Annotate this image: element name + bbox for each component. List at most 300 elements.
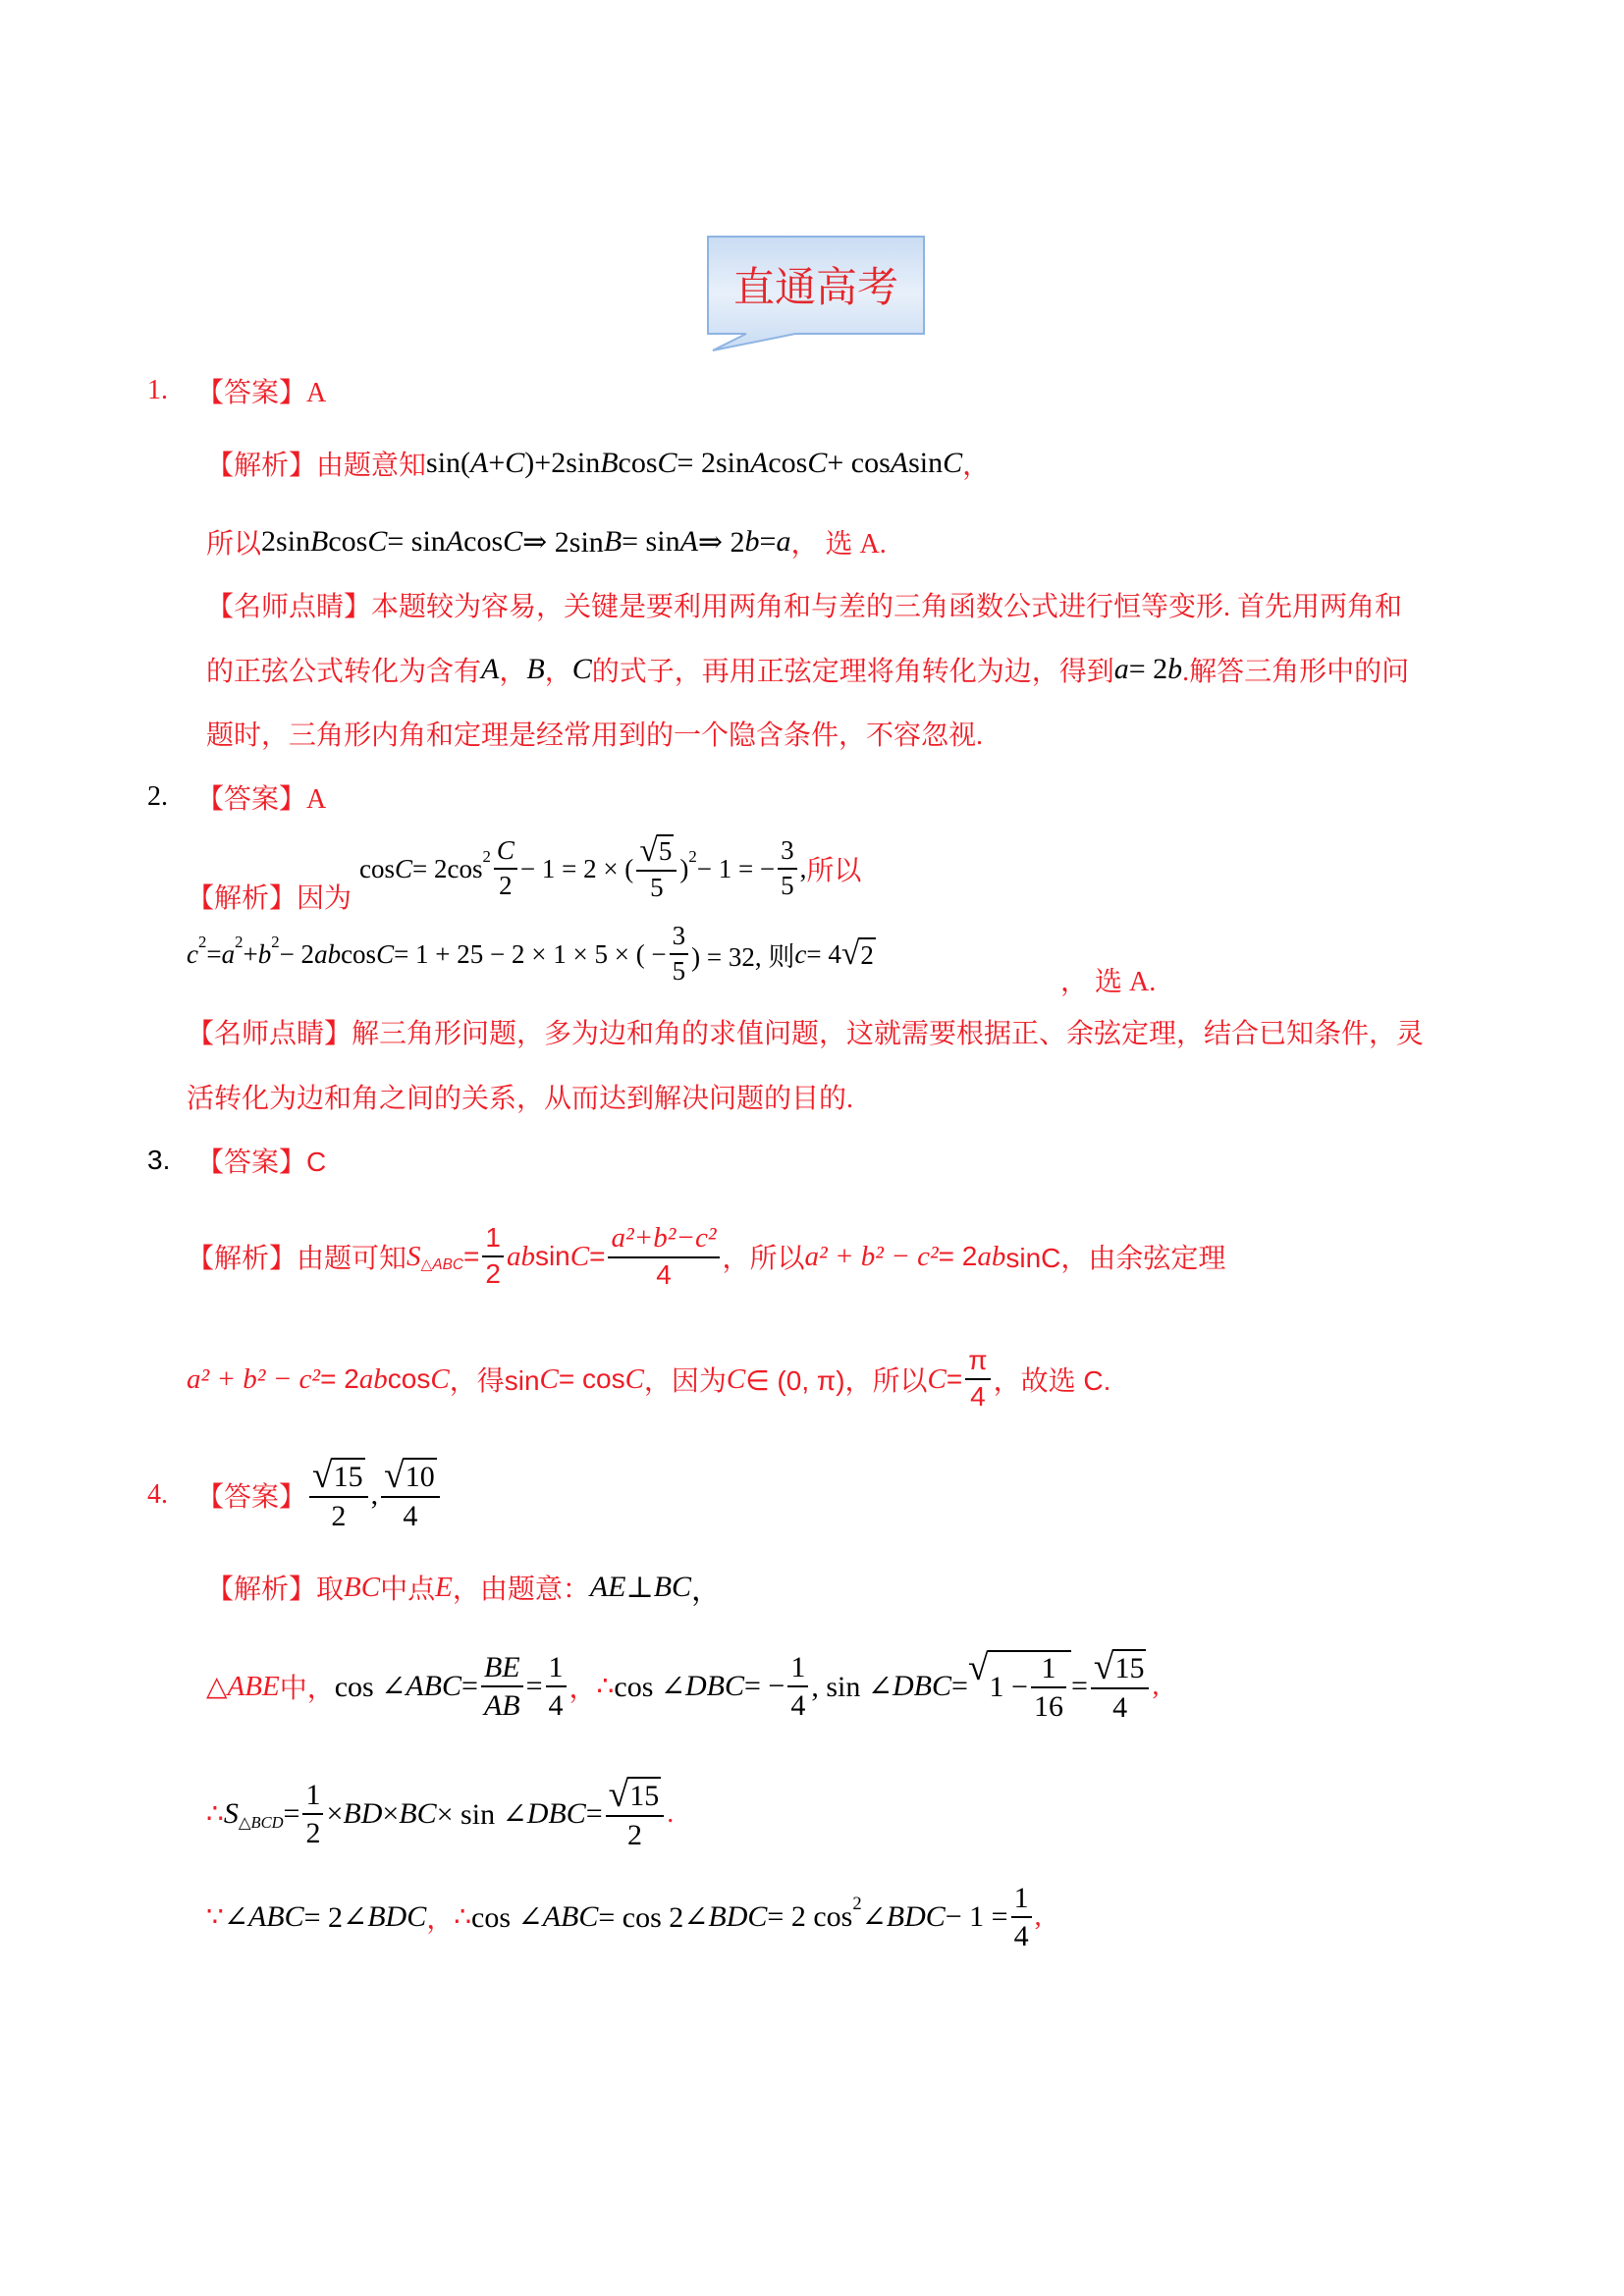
subscript: △ABC [420,1255,463,1273]
numerator [1011,1882,1032,1916]
text-segment: ∴ [206,1799,224,1830]
text-segment: ABC [542,1900,599,1933]
q1-step [206,520,887,563]
text-segment: 【答案】A [196,378,327,408]
radical-sign-icon: √ [639,832,658,870]
text-segment: C [657,447,677,479]
fraction [636,834,677,902]
fraction [309,1455,368,1533]
text-segment: C [367,525,388,558]
text-segment: 的正弦公式转化为含有 [206,657,482,687]
text-segment: cos [328,525,368,558]
numerator [494,836,517,868]
fraction [1091,1646,1150,1725]
text-segment: C [943,447,963,479]
text-segment: 所以 [206,529,262,560]
text-segment: + [243,938,258,969]
text-segment: sin [534,1241,570,1271]
numerator [481,1651,523,1685]
denominator [1110,1689,1130,1724]
text-segment: + cos [827,447,891,479]
text-segment: BDC [367,1900,427,1933]
q2-analysis-label [187,877,352,916]
numerator [546,1651,567,1685]
text-segment: − 1 = 2 × ( [519,853,634,883]
text-segment: , [1152,1671,1160,1701]
text-segment: ⇒ 2 [697,525,745,559]
text-segment: C [726,1362,746,1395]
section-title-callout [707,236,925,334]
text-segment: 4 [790,1689,806,1722]
q4-answer [147,1448,443,1542]
text-segment: B [526,653,545,685]
text-segment: 5 [658,836,673,867]
text-segment: 1 [790,1651,806,1683]
superscript: 2 [235,933,244,952]
text-segment: C [505,447,525,479]
text-segment: × [326,1797,344,1830]
text-segment: B [600,447,619,479]
text-segment: = [946,1363,963,1394]
text-segment: = [759,525,777,558]
square-root [968,1650,1071,1723]
text-segment: DBC [893,1670,952,1702]
denominator [496,870,515,901]
text-segment: 3. [147,1145,171,1175]
text-segment: cos ∠ [614,1670,686,1703]
text-segment: ABC [406,1670,462,1702]
text-segment: E [435,1571,453,1603]
text-segment: 10 [405,1461,435,1493]
text-segment: = [589,1241,606,1271]
superscript: 2 [482,847,491,867]
text-segment: = cos [558,1363,625,1394]
q2-tip-line-2 [187,1077,853,1116]
q1-tip-line-2 [206,650,1409,689]
text-segment: sin( [426,447,471,479]
text-segment: 【名师点睛】解三角形问题，多为边和角的求值问题，这就需要根据正、余弦定理，结合已知条件，灵 [187,1019,1425,1049]
superscript: 2 [688,847,697,867]
text-segment: A [445,525,464,558]
fraction [608,1223,719,1291]
denominator [624,1817,645,1851]
fraction [1031,1652,1066,1723]
text-segment: = 2 [320,1363,359,1394]
radicand [1112,1649,1146,1686]
radical-sign-icon: √ [312,1455,333,1496]
numerator [636,834,677,870]
denominator [328,1498,349,1532]
text-segment: A [749,447,769,479]
text-segment: a [221,938,236,969]
text-segment: C [571,653,592,685]
text-segment: 1. [147,375,168,405]
text-segment: − 2 [279,938,315,969]
q1-answer [147,371,326,410]
text-segment: 1 [548,1651,564,1683]
superscript: 2 [271,933,280,952]
text-segment: = 2 [938,1241,978,1271]
text-segment: π [968,1345,988,1376]
text-segment: A [470,447,489,479]
text-segment: sin [908,447,944,479]
text-segment: B [603,525,623,558]
text-segment: 中点 [380,1575,436,1605]
fraction [787,1651,808,1722]
text-segment: ， 选 A. [1060,967,1157,997]
text-segment: AE [589,1571,626,1603]
denominator [787,1687,808,1722]
text-segment: = sin [387,525,446,558]
text-segment: cos [618,447,658,479]
text-segment: = [463,1241,480,1271]
text-segment: ∵ [206,1902,224,1933]
text-segment: , [1034,1901,1042,1932]
text-segment: 1 [485,1222,501,1254]
text-segment: . [667,1798,675,1829]
q4-analysis [206,1568,721,1607]
radicand [657,834,675,868]
text-segment: ∴ [454,1902,472,1933]
text-segment: 【答案】 [196,1482,307,1513]
fraction [494,836,517,900]
fraction [482,1223,504,1290]
text-segment: 4. [147,1479,168,1510]
q2-c-formula [187,913,876,995]
text-segment: = 2 cos [767,1900,853,1933]
text-segment: DBC [685,1670,745,1702]
denominator [546,1687,567,1722]
text-segment: cos [387,1363,431,1394]
text-segment: 15 [333,1461,363,1493]
numerator [381,1455,440,1497]
text-segment: ， [544,657,572,687]
numerator [606,1774,665,1816]
text-segment: ∠ [861,1900,887,1934]
text-segment: ，故选 C. [993,1365,1111,1396]
text-segment: = [206,938,222,969]
fraction [778,836,797,900]
text-segment: = cos 2∠ [598,1900,709,1934]
fraction [670,922,689,986]
text-segment: C [807,447,828,479]
text-segment: C [395,853,413,883]
text-segment: AB [483,1689,520,1722]
numerator [670,922,689,953]
q2-answer [147,777,326,817]
text-segment: 1 [305,1779,321,1811]
text-segment: 4 [403,1500,418,1533]
text-segment: 2sin [261,525,311,558]
text-segment: ， [426,1904,455,1935]
text-segment: 2 [860,939,874,970]
text-segment: .解答三角形中的问 [1182,657,1410,687]
text-segment: 5 [650,873,664,903]
text-segment: 2 [626,1819,642,1852]
text-segment: sinC，由余弦定理 [1005,1243,1226,1273]
numerator [302,1779,323,1813]
square-root [384,1455,437,1496]
numerator [787,1651,808,1685]
fraction [1011,1882,1032,1952]
text-segment: A [890,447,909,479]
text-segment: S [223,1797,239,1830]
text-segment: DBC [526,1797,586,1830]
fraction [965,1346,990,1413]
text-segment: 3 [781,835,794,866]
numerator [778,836,797,868]
text-segment: 1 [1041,1652,1056,1684]
text-segment: 【解析】由题可知 [187,1243,407,1273]
text-segment: cos [768,447,808,479]
text-segment: BE [483,1651,520,1683]
q1-analysis [206,442,990,485]
text-segment: a [776,525,791,558]
text-segment: C [569,1240,590,1272]
text-segment: 4 [548,1689,564,1722]
text-segment: 16 [1033,1690,1063,1723]
radicand [988,1650,1071,1723]
fraction [546,1651,567,1722]
subscript: △BCD [238,1813,284,1833]
text-segment: cos [359,853,395,883]
text-segment: 所以 [806,856,862,886]
denominator [1031,1688,1066,1723]
q2-choice [1060,960,1156,999]
radical-sign-icon: √ [840,935,860,973]
square-root [639,834,674,868]
section-title: 直通高考 [732,263,898,311]
text-segment: 【名师点睛】本题较为容易，关键是要利用两角和与差的三角函数公式进行恒等变形. 首先用两角和 [206,592,1403,622]
radicand [858,937,876,971]
text-segment: 4 [1013,1920,1029,1952]
superscript: 2 [197,933,207,952]
text-segment: 4 [970,1381,986,1412]
text-segment: 【解析】由题意知 [206,451,427,481]
text-segment: BC [653,1571,692,1603]
text-segment: ，所以 [722,1243,805,1273]
radical-sign-icon: √ [384,1455,405,1496]
denominator [967,1380,989,1413]
text-segment: 2 [305,1817,321,1849]
denominator [653,1258,675,1291]
text-segment: BDC [708,1900,768,1933]
text-segment: ，因为 [643,1365,727,1396]
text-segment: cos ∠ [471,1900,543,1934]
text-segment: = [585,1797,603,1830]
square-root [841,937,876,971]
text-segment: ， 选 A. [790,529,887,560]
denominator [1011,1918,1032,1952]
q3-answer [147,1141,326,1180]
q3-step [187,1345,1111,1412]
text-segment: C [624,1362,644,1395]
numerator [608,1223,719,1256]
text-segment: A [679,525,698,558]
text-segment: ab [314,938,342,969]
q1-tip-line-3 [206,714,983,753]
text-segment: ) = 32, 则 [691,941,795,972]
radical-sign-icon: √ [608,1774,629,1815]
text-segment: △ [206,1672,228,1702]
denominator [670,955,689,987]
text-segment: 15 [1114,1652,1145,1684]
q4-step-2 [206,1767,674,1861]
text-segment: C [376,938,395,969]
text-segment: 2 [499,871,513,900]
numerator [482,1223,504,1255]
text-segment: 2. [147,781,168,812]
text-segment: C [496,835,514,866]
text-segment: BC [399,1797,437,1830]
text-segment: 活转化为边和角之间的关系，从而达到解决问题的目的. [187,1084,854,1114]
numerator [309,1455,368,1497]
text-segment: c [794,938,807,969]
text-segment: cos ∠ [334,1670,406,1703]
text-segment: 题时，三角形内角和定理是经常用到的一个隐含条件，不容忽视. [206,721,984,751]
text-segment: ， [568,1674,597,1704]
text-segment: = 2sin [677,447,750,479]
fraction [606,1774,665,1852]
text-segment: ， [962,451,991,481]
text-segment: a [1113,653,1129,685]
numerator [1038,1652,1058,1686]
text-segment: − 1 = − [696,853,776,883]
denominator [481,1687,523,1722]
text-segment: 1 [1013,1882,1029,1914]
text-segment: 5 [781,871,794,900]
text-segment: C [539,1362,559,1395]
text-segment: = 1 + 25 − 2 × 1 × 5 × ( − [394,938,667,969]
text-segment: ab [977,1240,1006,1272]
text-segment: 【答案】C [196,1147,327,1177]
text-segment: a² + b² − c² [804,1240,939,1272]
text-segment: a² + b² − c² [187,1362,321,1395]
text-segment: 1 − [989,1671,1028,1703]
text-segment: 4 [1112,1691,1128,1725]
text-segment: ， [691,1575,722,1607]
text-segment: ，由题意： [452,1575,590,1605]
superscript: 2 [852,1893,862,1914]
text-segment: 2 [485,1258,501,1289]
text-segment: 5 [672,956,686,986]
q4-step-1 [206,1637,1159,1735]
text-segment: BC [344,1571,381,1603]
text-segment: ， [499,657,527,687]
text-segment: b [1167,653,1183,685]
text-segment: = 2∠ [303,1900,368,1934]
text-segment: b [744,525,760,558]
text-segment: BDC [886,1900,946,1933]
text-segment: = sin [622,525,680,558]
text-segment: , sin ∠ [811,1670,893,1703]
denominator [778,870,797,901]
text-segment: ab [358,1362,388,1395]
square-root [312,1455,365,1496]
text-segment: = 4 [806,938,841,969]
q3-analysis [187,1221,1226,1290]
text-segment: 4 [656,1258,672,1290]
q1-tip-line-1 [206,585,1402,624]
fraction [481,1651,523,1722]
square-root [1093,1646,1147,1687]
text-segment: , [799,853,807,883]
text-segment: C [430,1362,450,1395]
text-segment: cos [341,938,377,969]
text-segment: BD [343,1797,383,1830]
q2-tip-line-1 [187,1012,1424,1051]
text-segment: ∈ (0, π)，所以 [745,1365,928,1396]
denominator [482,1257,504,1290]
denominator [647,872,667,903]
text-segment: = [1070,1670,1088,1702]
text-segment: S [406,1240,421,1272]
fraction [302,1779,323,1849]
text-segment: cos [463,525,504,558]
denominator [400,1498,420,1532]
text-segment: )+2sin [524,447,601,479]
radicand [404,1458,437,1495]
text-segment: 2 [331,1500,347,1533]
text-segment: 15 [629,1780,660,1812]
radicand [627,1777,661,1814]
numerator [965,1346,990,1378]
text-segment: ∠ [223,1900,248,1934]
text-segment: = [283,1797,300,1830]
denominator [302,1815,323,1849]
fraction [381,1455,440,1533]
text-segment: = [525,1670,543,1702]
text-segment: ) [679,853,689,883]
text-segment: − 1 = [945,1900,1008,1933]
text-segment: b [257,938,272,969]
radicand [332,1458,365,1495]
text-segment: ⊥ [625,1571,654,1604]
text-segment: 【解析】因为 [187,883,352,914]
text-segment: + [488,447,506,479]
numerator [1091,1646,1150,1688]
text-segment: C [927,1362,947,1395]
text-segment: ABC [247,1900,304,1933]
text-segment: = 2cos [412,853,483,883]
text-segment: B [310,525,329,558]
text-segment: , [370,1478,379,1511]
radical-sign-icon: √ [967,1648,989,1688]
text-segment: 【解析】取 [206,1575,345,1605]
text-segment: A [481,653,500,685]
text-segment: C [503,525,523,558]
q4-step-3 [206,1873,1042,1961]
text-segment: 【答案】A [196,784,327,815]
text-segment: ab [506,1240,535,1272]
text-segment: = 2 [1128,653,1168,685]
text-segment: ⇒ 2sin [522,525,604,559]
text-segment: c [187,938,198,969]
text-segment: a²+b²−c² [611,1221,717,1254]
text-segment: 的式子，再用正弦定理将角转化为边，得到 [591,657,1114,687]
text-segment: × [382,1797,400,1830]
text-segment: = [951,1670,968,1702]
text-segment: 3 [672,921,686,951]
q2-cos-formula [359,825,861,913]
text-segment: 中， [279,1674,335,1704]
radical-sign-icon: √ [1093,1646,1114,1687]
text-segment: ∴ [596,1672,615,1702]
text-segment: = [461,1670,478,1702]
text-segment: ABE [227,1670,280,1702]
text-segment: ，得sin [449,1365,540,1396]
text-segment: = − [744,1670,785,1702]
